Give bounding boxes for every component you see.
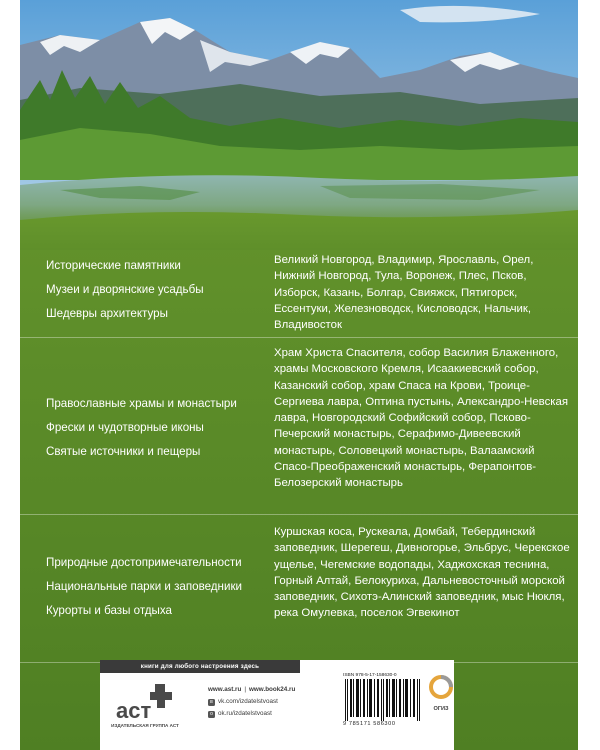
- ok-link[interactable]: ok.ru/izdatelstvoast: [218, 710, 272, 717]
- category-item: Фрески и чудотворные иконы: [46, 421, 204, 434]
- section-description: Куршская коса, Рускеала, Домбай, Тебердинский заповедник, Шерегеш, Дивногорье, Эльбрус, Черекское ущелье, Чегемские водопады, Хаджохская теснина, Горный Алтай, Белокуриха, Дальневосточный морской заповедник, Сихотэ-Алинский заповедник, мыс Нюкля, река Омулевка, поселок Эгвекинот: [274, 526, 570, 620]
- website-link[interactable]: www.ast.ru: [208, 686, 242, 693]
- back-cover: [20, 0, 578, 750]
- ogiz-logo: [428, 674, 454, 710]
- section-description: Храм Христа Спасителя, собор Василия Блаженного, храмы Московского Кремля, Исаакиевский собор, Казанский собор, храм Спаса на Крови, Троице-Сергиева лавра, Оптина пустынь, Александро-Невская лавра, Новгородский Софийский собор, Псково-Печерский монастырь, Серафимо-Дивеевский монастырь, Соловецкий монастырь, Валаамский Спасо-Преображенский монастырь, Ферапонтов-Белозерский монастырь: [274, 347, 569, 490]
- category-item: Исторические памятники: [46, 259, 181, 272]
- isbn-text: ISBN 978-5-17-158630-0: [343, 673, 397, 678]
- category-list: [46, 392, 278, 464]
- isbn-block: [343, 672, 428, 736]
- vk-link[interactable]: vk.com/izdatelstvoast: [218, 698, 278, 705]
- category-item: Курорты и базы отдыха: [46, 604, 172, 617]
- category-item: Природные достопримечательности: [46, 556, 242, 569]
- websites: [208, 684, 330, 696]
- section-history: [20, 245, 578, 338]
- content-sections: [20, 245, 578, 663]
- website-link[interactable]: www.book24.ru: [249, 686, 296, 693]
- publisher-links: [208, 684, 330, 720]
- publisher-footer: [100, 660, 454, 750]
- category-item: Музеи и дворянские усадьбы: [46, 283, 204, 296]
- category-item: Святые источники и пещеры: [46, 445, 201, 458]
- section-nature: [20, 515, 578, 663]
- category-item: Национальные парки и заповедники: [46, 580, 242, 593]
- ok-line: [208, 708, 330, 720]
- section-religious: [20, 338, 578, 515]
- website-separator: |: [244, 686, 246, 693]
- category-list: [46, 551, 278, 623]
- category-item: Шедевры архитектуры: [46, 307, 168, 320]
- barcode-icon: [343, 679, 423, 721]
- ogiz-label: ОГИЗ: [433, 706, 449, 712]
- logo-text: аст: [116, 698, 152, 723]
- ogiz-ring-icon: [428, 674, 454, 700]
- category-list: [46, 254, 278, 326]
- tagline: книги для любого настроения здесь: [100, 660, 300, 673]
- publisher-name: ИЗДАТЕЛЬСКАЯ ГРУППА АСТ: [111, 723, 179, 728]
- vk-line: [208, 696, 330, 708]
- landscape-illustration: [20, 0, 578, 250]
- ok-icon: о: [208, 711, 215, 718]
- vk-icon: в: [208, 699, 215, 706]
- category-item: Православные храмы и монастыри: [46, 397, 237, 410]
- barcode-number: 9 785171 586300: [343, 721, 396, 727]
- section-description: Великий Новгород, Владимир, Ярославль, Орел, Нижний Новгород, Тула, Воронеж, Плес, Псков, Изборск, Казань, Болгар, Свияжск, Пятигорск, Ессентуки, Железноводск, Кисловодск, Нальчик, Владивосток: [274, 254, 534, 332]
